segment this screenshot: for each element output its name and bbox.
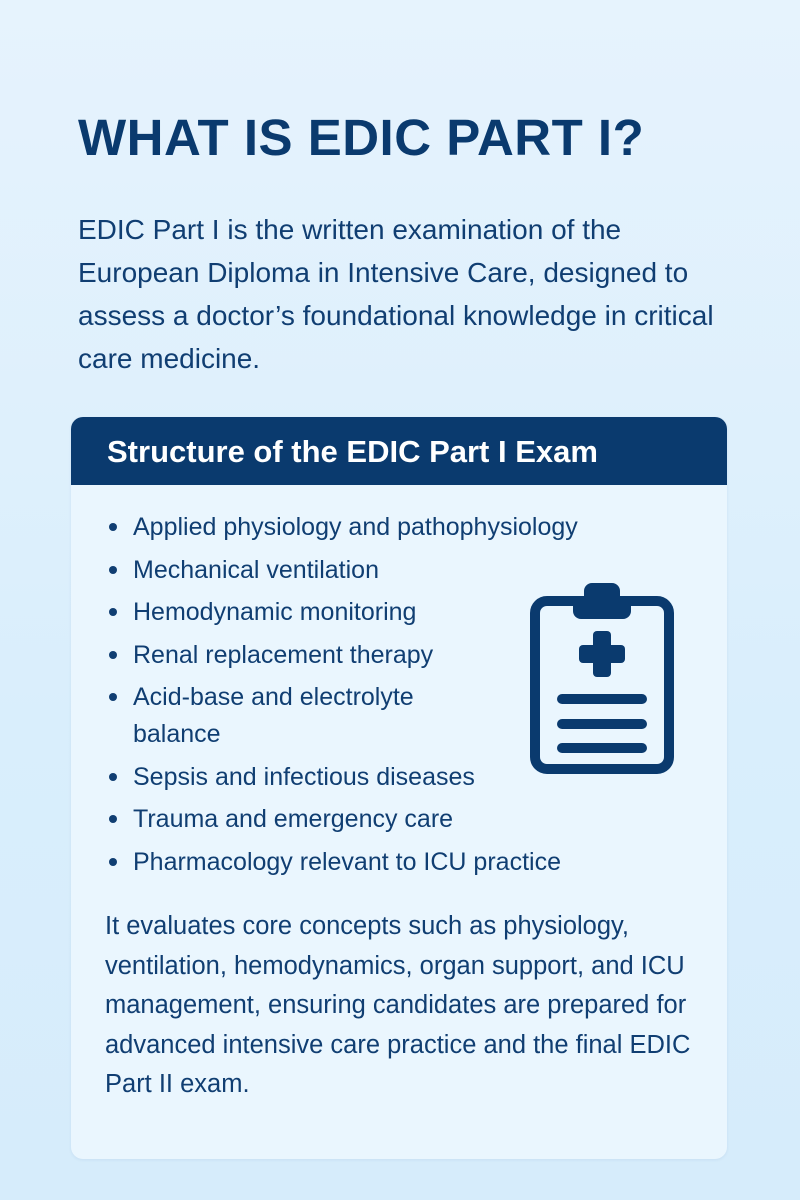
list-item [105,509,705,546]
topic-label: Renal replacement therapy [133,640,434,669]
bullet-icon [109,858,117,866]
bullet-icon [109,651,117,659]
bullet-icon [109,608,117,616]
bullet-icon [109,773,117,781]
topic-label: Trauma and emergency care [133,805,454,833]
clipboard-medical-icon [528,581,676,776]
bullet-icon [109,566,117,574]
bullet-icon [109,815,117,823]
topic-label: Applied physiology and pathophysiology [133,513,578,541]
topic-label: Mechanical ventilation [133,555,379,584]
topic-label: Acid-base and electrolyte balance [133,683,414,748]
bullet-icon [109,523,117,531]
list-item [105,801,705,838]
bullet-icon [109,693,117,701]
intro-paragraph: EDIC Part I is the written examination of the European Diploma in Intensive Care, designed to assess a doctor’s foundational knowledge in critical care medicine. [78,214,714,374]
page-title: WHAT IS EDIC PART I? [78,109,645,166]
exam-structure-card [71,417,727,1159]
topic-label: Sepsis and infectious diseases [133,762,475,791]
summary-paragraph: It evaluates core concepts such as physiology, ventilation, hemodynamics, organ support, and ICU management, ensuring candidates are prepared for advanced intensive care practice and the final EDIC Part II exam. [105,912,691,1098]
list-item [105,679,463,753]
topic-label: Hemodynamic monitoring [133,598,417,626]
list-item [105,844,705,881]
card-title: Structure of the EDIC Part I Exam [71,417,727,485]
topic-label: Pharmacology relevant to ICU practice [133,847,561,876]
